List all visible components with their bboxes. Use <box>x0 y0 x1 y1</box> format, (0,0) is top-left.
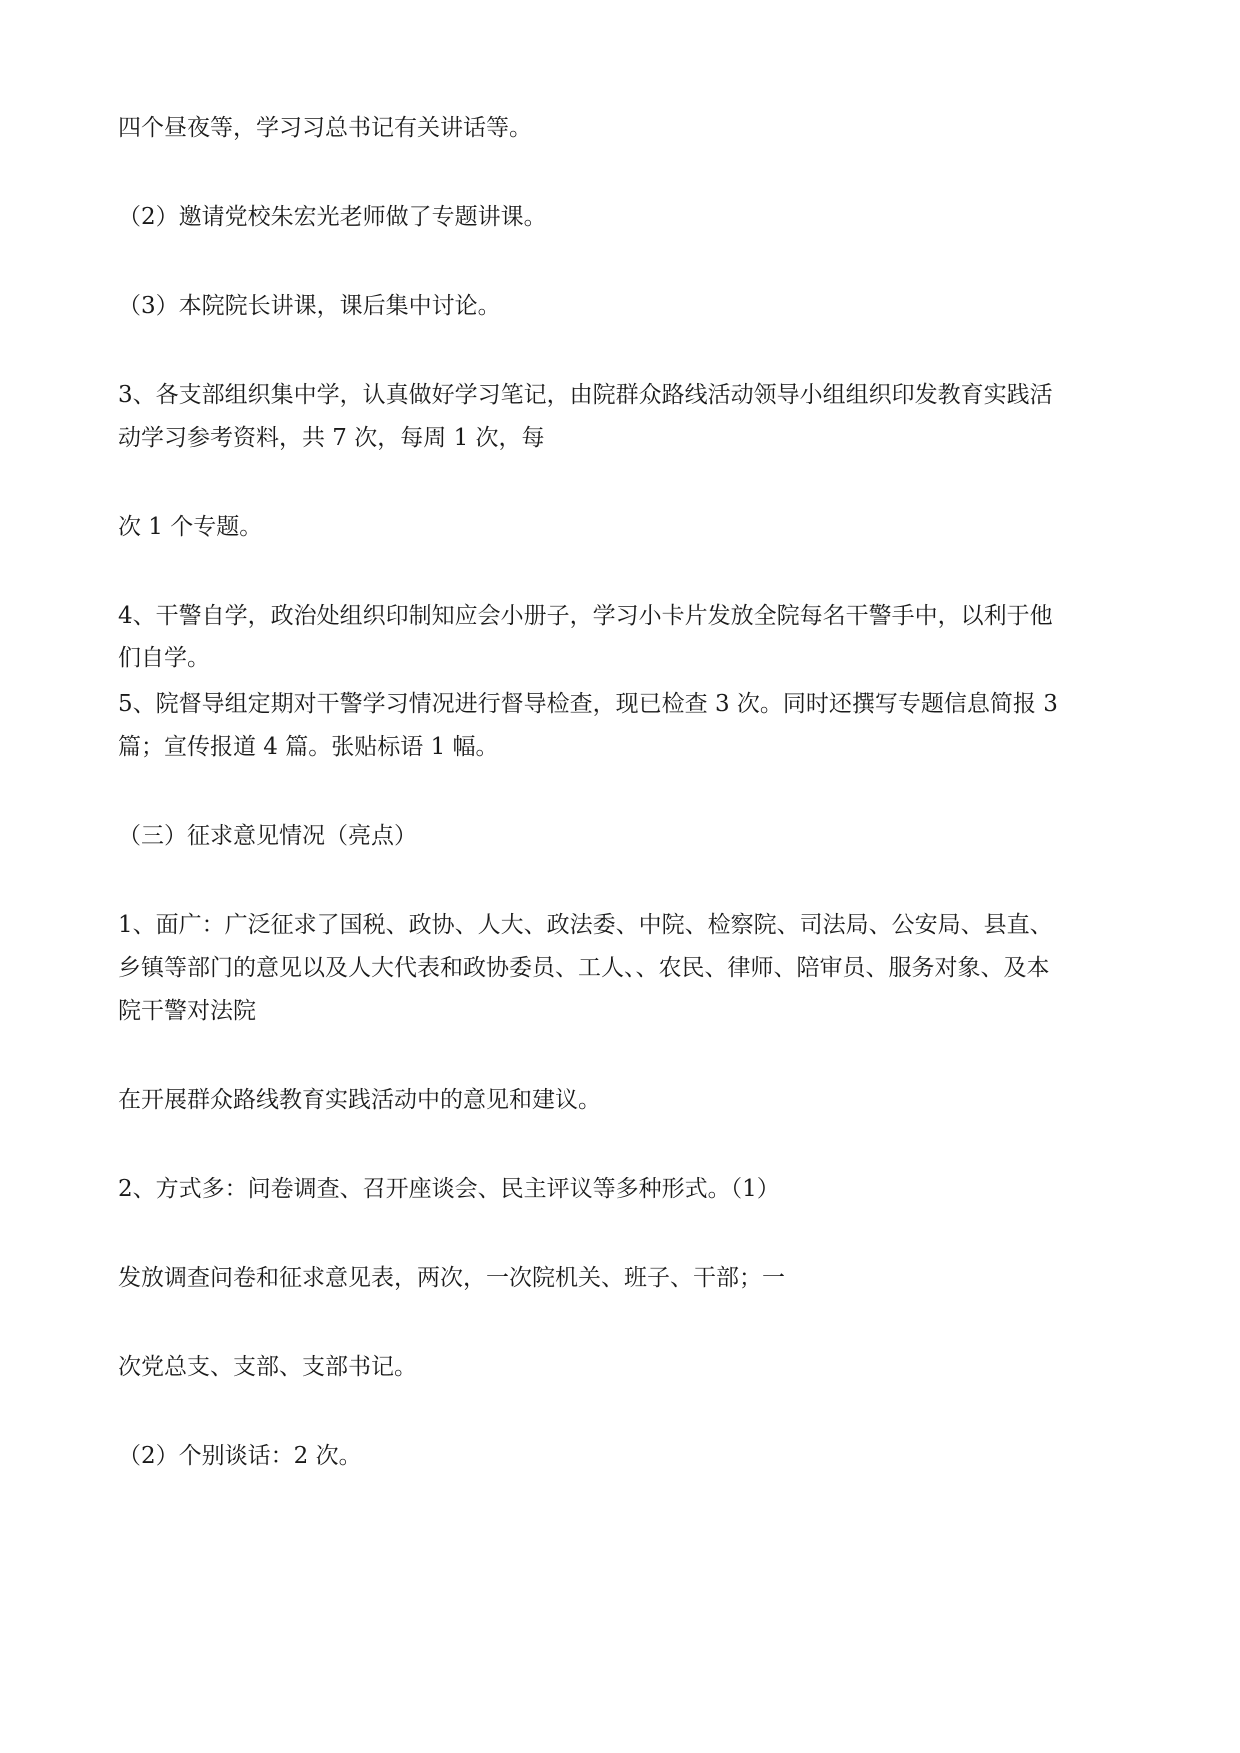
text-line: 四个昼夜等，学习习总书记有关讲话等。 <box>118 115 532 141</box>
text-line: 发放调查问卷和征求意见表，两次，一次院机关、班子、干部；一 <box>118 1265 785 1291</box>
text-line: （2）邀请党校朱宏光老师做了专题讲课。 <box>118 204 547 230</box>
text-line: 乡镇等部门的意见以及人大代表和政协委员、工人、、农民、律师、陪审员、服务对象、及本 <box>118 955 1050 981</box>
text-line: 4、干警自学，政治处组织印制知应会小册子，学习小卡片发放全院每名干警手中，以利于他 <box>118 603 1053 629</box>
text-line: 动学习参考资料，共 7 次，每周 1 次，每 <box>118 425 545 451</box>
text-line: 在开展群众路线教育实践活动中的意见和建议。 <box>118 1087 601 1113</box>
text-line: 次党总支、支部、支部书记。 <box>118 1354 417 1380</box>
text-line: 2、方式多：问卷调查、召开座谈会、民主评议等多种形式。（1） <box>118 1176 780 1202</box>
text-line: 次 1 个专题。 <box>118 514 263 540</box>
text-line: 5、院督导组定期对干警学习情况进行督导检查，现已检查 3 次。同时还撰写专题信息简报 3 <box>118 691 1058 717</box>
text-line: 1、面广：广泛征求了国税、政协、人大、政法委、中院、检察院、司法局、公安局、县直、 <box>118 912 1053 938</box>
text-line: （2）个别谈话：2 次。 <box>118 1443 362 1469</box>
section-heading: （三）征求意见情况（亮点） <box>118 823 417 849</box>
text-line: 3、各支部组织集中学，认真做好学习笔记，由院群众路线活动领导小组组织印发教育实践活 <box>118 382 1053 408</box>
text-line: 院干警对法院 <box>118 998 256 1024</box>
text-line: （3）本院院长讲课，课后集中讨论。 <box>118 293 501 319</box>
text-line: 们自学。 <box>118 645 210 671</box>
text-line: 篇；宣传报道 4 篇。张贴标语 1 幅。 <box>118 734 499 760</box>
